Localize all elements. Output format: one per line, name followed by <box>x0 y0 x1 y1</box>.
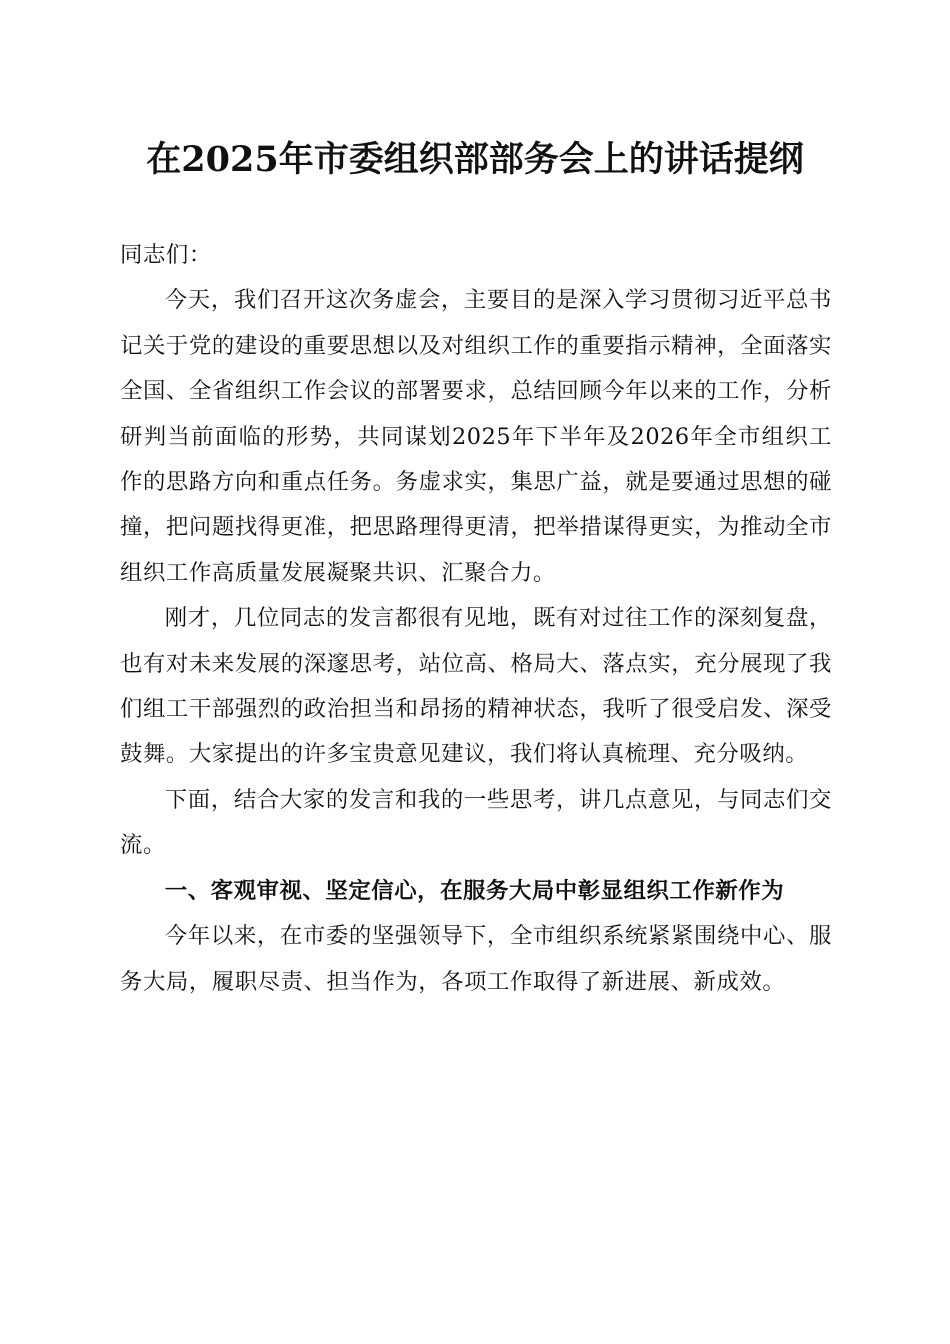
paragraph-opening: 今天，我们召开这次务虚会，主要目的是深入学习贯彻习近平总书记关于党的建设的重要思想以及对组织工作的重要指示精神，全面落实全国、全省组织工作会议的部署要求，总结回顾今年以来的工作，分析研判当前面临的形势，共同谋划2025年下半年及2026年全市组织工作的思路方向和重点任务。务虚求实，集思广益，就是要通过思想的碰撞，把问题找得更准，把思路理得更清，把举措谋得更实，为推动全市组织工作高质量发展凝聚共识、汇聚合力。 <box>120 287 832 586</box>
section-paragraph: 今年以来，在市委的坚强领导下，全市组织系统紧紧围绕中心、服务大局，履职尽责、担当作为，各项工作取得了新进展、新成效。 <box>120 923 832 995</box>
section-heading: 一、客观审视、坚定信心，在服务大局中彰显组织工作新作为 <box>164 877 785 904</box>
paragraph-discussion: 刚才，几位同志的发言都很有见地，既有对过往工作的深刻复盘，也有对未来发展的深邃思考，站位高、格局大、落点实，充分展现了我们组工干部强烈的政治担当和昂扬的精神状态，我听了很受启发、深受鼓舞。大家提出的许多宝贵意见建议，我们将认真梳理、充分吸纳。 <box>120 605 832 768</box>
salutation: 同志们： <box>120 242 212 268</box>
paragraph-transition: 下面，结合大家的发言和我的一些思考，讲几点意见，与同志们交流。 <box>120 786 832 859</box>
document-title: 在2025年市委组织部部务会上的讲话提纲 <box>146 139 804 180</box>
document-body <box>120 233 832 1005</box>
